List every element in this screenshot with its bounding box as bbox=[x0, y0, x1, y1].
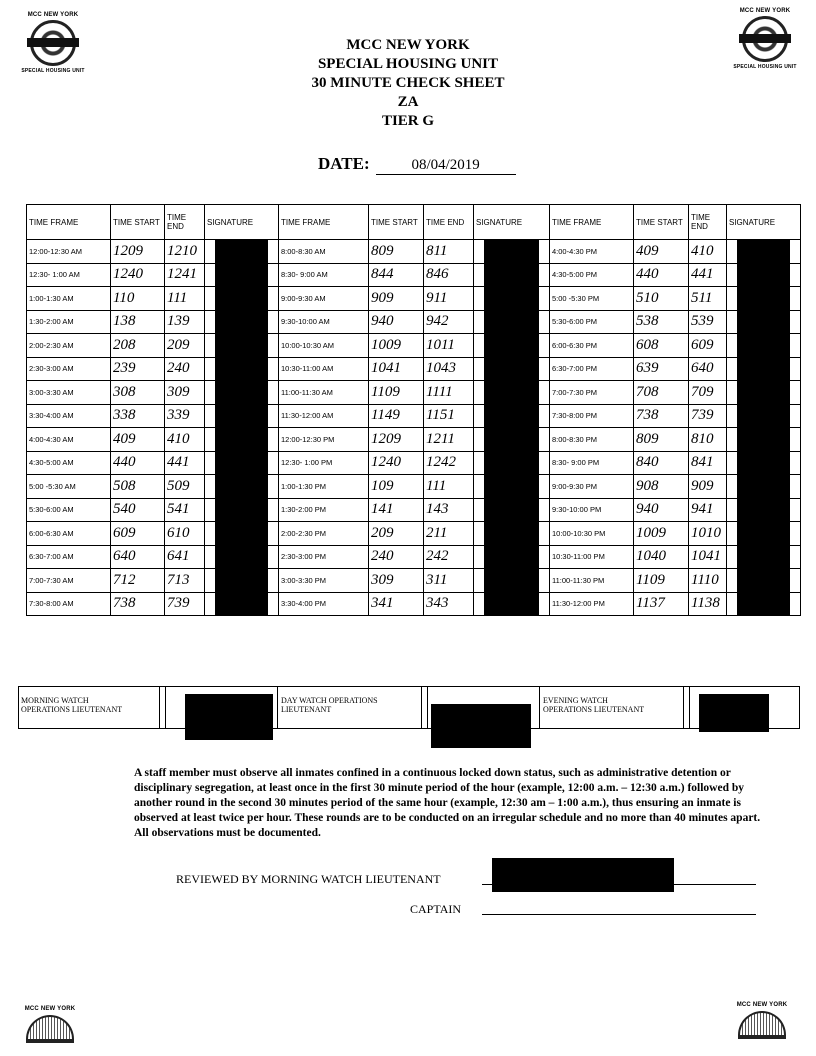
time-start-cell: 1109 bbox=[634, 569, 689, 593]
time-start-cell: 110 bbox=[111, 287, 165, 311]
time-start-cell: 1009 bbox=[634, 522, 689, 546]
time-end-cell: 641 bbox=[165, 545, 205, 569]
time-end-cell: 942 bbox=[424, 310, 474, 334]
redacted-signature-cell bbox=[205, 451, 279, 475]
watch-signature-band bbox=[18, 686, 800, 729]
time-end-cell: 1241 bbox=[165, 263, 205, 287]
redacted-signature-cell bbox=[205, 357, 279, 381]
redacted-signature-cell bbox=[205, 310, 279, 334]
time-end-cell: 610 bbox=[165, 522, 205, 546]
time-end-cell: 1210 bbox=[165, 240, 205, 264]
time-end-cell: 242 bbox=[424, 545, 474, 569]
time-end-cell: 709 bbox=[689, 381, 727, 405]
time-frame-cell: 8:00-8:30 AM bbox=[279, 240, 369, 264]
time-end-cell: 240 bbox=[165, 357, 205, 381]
time-frame-cell: 10:30-11:00 PM bbox=[550, 545, 634, 569]
time-start-cell: 1137 bbox=[634, 592, 689, 616]
redacted-signature-cell bbox=[474, 498, 550, 522]
time-frame-cell: 11:30-12:00 PM bbox=[550, 592, 634, 616]
time-frame-cell: 1:30-2:00 AM bbox=[27, 310, 111, 334]
column-header: TIME END bbox=[165, 205, 205, 240]
time-end-cell: 111 bbox=[165, 287, 205, 311]
redacted-signature-cell bbox=[205, 498, 279, 522]
time-end-cell: 1211 bbox=[424, 428, 474, 452]
time-start-cell: 538 bbox=[634, 310, 689, 334]
redacted-signature-cell bbox=[727, 569, 801, 593]
time-frame-cell: 1:00-1:30 AM bbox=[27, 287, 111, 311]
time-end-cell: 841 bbox=[689, 451, 727, 475]
time-frame-cell: 6:00-6:30 AM bbox=[27, 522, 111, 546]
time-start-cell: 940 bbox=[634, 498, 689, 522]
time-start-cell: 908 bbox=[634, 475, 689, 499]
time-start-cell: 138 bbox=[111, 310, 165, 334]
logo-bottom-left bbox=[20, 1006, 80, 1043]
table-row bbox=[27, 475, 801, 499]
table-header-row bbox=[27, 205, 801, 240]
captain-line bbox=[482, 914, 756, 915]
time-end-cell: 713 bbox=[165, 569, 205, 593]
time-frame-cell: 10:30-11:00 AM bbox=[279, 357, 369, 381]
time-start-cell: 109 bbox=[369, 475, 424, 499]
time-start-cell: 409 bbox=[634, 240, 689, 264]
date-label: DATE: bbox=[318, 154, 370, 173]
morning-watch-label: MORNING WATCH OPERATIONS LIEUTENANT bbox=[21, 696, 123, 714]
table-row bbox=[27, 522, 801, 546]
time-start-cell: 1209 bbox=[369, 428, 424, 452]
redacted-signature-cell bbox=[205, 404, 279, 428]
column-header: TIME FRAME bbox=[279, 205, 369, 240]
time-start-cell: 1109 bbox=[369, 381, 424, 405]
logo-bottom-text: SPECIAL HOUSING UNIT bbox=[21, 68, 85, 74]
time-frame-cell: 1:30-2:00 PM bbox=[279, 498, 369, 522]
table-row bbox=[27, 263, 801, 287]
time-frame-cell: 8:30- 9:00 AM bbox=[279, 263, 369, 287]
date-value: 08/04/2019 bbox=[376, 157, 516, 175]
redacted-signature-cell bbox=[474, 334, 550, 358]
shu-seal-icon bbox=[26, 1015, 74, 1043]
logo-top-text: MCC NEW YORK bbox=[27, 12, 79, 18]
time-frame-cell: 3:00-3:30 PM bbox=[279, 569, 369, 593]
time-start-cell: 639 bbox=[634, 357, 689, 381]
time-end-cell: 739 bbox=[689, 404, 727, 428]
time-start-cell: 508 bbox=[111, 475, 165, 499]
redacted-signature-cell bbox=[205, 569, 279, 593]
redacted-signature-cell bbox=[727, 334, 801, 358]
time-frame-cell: 11:30-12:00 AM bbox=[279, 404, 369, 428]
column-header: TIME START bbox=[369, 205, 424, 240]
time-start-cell: 1149 bbox=[369, 404, 424, 428]
time-end-cell: 441 bbox=[165, 451, 205, 475]
time-end-cell: 1242 bbox=[424, 451, 474, 475]
redacted-signature-cell bbox=[727, 428, 801, 452]
redacted-signature-cell bbox=[474, 545, 550, 569]
time-frame-cell: 7:30-8:00 PM bbox=[550, 404, 634, 428]
column-header: TIME END bbox=[424, 205, 474, 240]
column-header: SIGNATURE bbox=[474, 205, 550, 240]
time-start-cell: 1240 bbox=[369, 451, 424, 475]
header-line-2: SPECIAL HOUSING UNIT bbox=[317, 56, 499, 72]
time-end-cell: 339 bbox=[165, 404, 205, 428]
time-end-cell: 143 bbox=[424, 498, 474, 522]
time-frame-cell: 6:30-7:00 AM bbox=[27, 545, 111, 569]
redacted-signature-cell bbox=[727, 404, 801, 428]
time-start-cell: 510 bbox=[634, 287, 689, 311]
time-start-cell: 909 bbox=[369, 287, 424, 311]
time-end-cell: 941 bbox=[689, 498, 727, 522]
time-end-cell: 1110 bbox=[689, 569, 727, 593]
redacted-signature-cell bbox=[205, 240, 279, 264]
time-end-cell: 739 bbox=[165, 592, 205, 616]
time-frame-cell: 11:00-11:30 PM bbox=[550, 569, 634, 593]
time-start-cell: 609 bbox=[111, 522, 165, 546]
check-table bbox=[26, 204, 801, 616]
time-end-cell: 1151 bbox=[424, 404, 474, 428]
time-start-cell: 844 bbox=[369, 263, 424, 287]
logo-bottom-text: SPECIAL HOUSING UNIT bbox=[733, 64, 797, 70]
table-row bbox=[27, 404, 801, 428]
redacted-signature-cell bbox=[474, 428, 550, 452]
column-header: TIME FRAME bbox=[27, 205, 111, 240]
logo-top-text: MCC NEW YORK bbox=[24, 1006, 76, 1012]
time-start-cell: 309 bbox=[369, 569, 424, 593]
time-frame-cell: 5:30-6:00 PM bbox=[550, 310, 634, 334]
time-end-cell: 509 bbox=[165, 475, 205, 499]
redacted-signature-cell bbox=[727, 451, 801, 475]
time-frame-cell: 2:30-3:00 PM bbox=[279, 545, 369, 569]
time-frame-cell: 7:00-7:30 PM bbox=[550, 381, 634, 405]
captain-label: CAPTAIN bbox=[410, 902, 462, 916]
time-start-cell: 409 bbox=[111, 428, 165, 452]
time-start-cell: 239 bbox=[111, 357, 165, 381]
time-start-cell: 1209 bbox=[111, 240, 165, 264]
reviewed-by-label: REVIEWED BY MORNING WATCH LIEUTENANT bbox=[176, 872, 441, 886]
redacted-signature-cell bbox=[474, 240, 550, 264]
redacted-signature-cell bbox=[727, 287, 801, 311]
time-frame-cell: 4:30-5:00 PM bbox=[550, 263, 634, 287]
time-start-cell: 338 bbox=[111, 404, 165, 428]
redacted-signature-cell bbox=[474, 404, 550, 428]
redacted-signature-cell bbox=[474, 475, 550, 499]
redacted-signature bbox=[431, 704, 531, 748]
redacted-signature-cell bbox=[205, 592, 279, 616]
redacted-signature-cell bbox=[727, 357, 801, 381]
column-header: TIME FRAME bbox=[550, 205, 634, 240]
instruction-note: A staff member must observe all inmates confined in a continuous locked down status, such as administrative detention or disciplinary segregation, at least once in the first 30 minute period of the hour (example, 12:00 a.m. – 12:30 a.m.) followed by another round in the second 30 minutes period of the same hour (example, 12:30 am – 1:00 a.m.), thus ensuring an inmate is observed at least twice per hour. These rounds are to be conducted on an irregular schedule and no more than 40 minutes apart. All observations must be documented. bbox=[134, 767, 761, 839]
time-start-cell: 1040 bbox=[634, 545, 689, 569]
time-end-cell: 309 bbox=[165, 381, 205, 405]
table-row bbox=[27, 240, 801, 264]
redacted-signature-cell bbox=[205, 428, 279, 452]
time-end-cell: 1111 bbox=[424, 381, 474, 405]
time-end-cell: 811 bbox=[424, 240, 474, 264]
redacted-signature bbox=[185, 694, 273, 740]
time-start-cell: 640 bbox=[111, 545, 165, 569]
redacted-signature-cell bbox=[474, 357, 550, 381]
evening-watch-label: EVENING WATCH OPERATIONS LIEUTENANT bbox=[543, 696, 645, 714]
time-end-cell: 410 bbox=[165, 428, 205, 452]
redacted-signature-cell bbox=[474, 381, 550, 405]
time-frame-cell: 3:00-3:30 AM bbox=[27, 381, 111, 405]
time-end-cell: 810 bbox=[689, 428, 727, 452]
redacted-signature-cell bbox=[727, 381, 801, 405]
time-end-cell: 609 bbox=[689, 334, 727, 358]
time-start-cell: 809 bbox=[634, 428, 689, 452]
table-row bbox=[27, 310, 801, 334]
redacted-signature-cell bbox=[727, 263, 801, 287]
time-frame-cell: 8:30- 9:00 PM bbox=[550, 451, 634, 475]
time-start-cell: 209 bbox=[369, 522, 424, 546]
time-start-cell: 440 bbox=[111, 451, 165, 475]
time-frame-cell: 3:30-4:00 PM bbox=[279, 592, 369, 616]
redacted-signature-cell bbox=[205, 263, 279, 287]
redacted-signature-cell bbox=[727, 592, 801, 616]
time-start-cell: 141 bbox=[369, 498, 424, 522]
time-frame-cell: 12:30- 1:00 AM bbox=[27, 263, 111, 287]
time-end-cell: 441 bbox=[689, 263, 727, 287]
column-header: TIME START bbox=[634, 205, 689, 240]
date-field bbox=[318, 154, 516, 175]
time-end-cell: 539 bbox=[689, 310, 727, 334]
time-end-cell: 111 bbox=[424, 475, 474, 499]
redacted-signature-cell bbox=[727, 240, 801, 264]
time-frame-cell: 7:00-7:30 AM bbox=[27, 569, 111, 593]
time-end-cell: 311 bbox=[424, 569, 474, 593]
time-end-cell: 640 bbox=[689, 357, 727, 381]
redacted-signature-cell bbox=[205, 522, 279, 546]
header-line-4: ZA bbox=[397, 94, 419, 110]
logo-bottom-right bbox=[730, 1002, 794, 1039]
column-header: SIGNATURE bbox=[727, 205, 801, 240]
table-row bbox=[27, 287, 801, 311]
redacted-signature-cell bbox=[474, 263, 550, 287]
redacted-signature-cell bbox=[727, 475, 801, 499]
redacted-signature-cell bbox=[474, 522, 550, 546]
time-end-cell: 410 bbox=[689, 240, 727, 264]
time-end-cell: 541 bbox=[165, 498, 205, 522]
time-frame-cell: 9:00-9:30 AM bbox=[279, 287, 369, 311]
time-frame-cell: 4:00-4:30 AM bbox=[27, 428, 111, 452]
column-header: TIME END bbox=[689, 205, 727, 240]
time-end-cell: 1010 bbox=[689, 522, 727, 546]
time-end-cell: 846 bbox=[424, 263, 474, 287]
redacted-signature-cell bbox=[474, 451, 550, 475]
time-frame-cell: 12:00-12:30 AM bbox=[27, 240, 111, 264]
table-row bbox=[27, 545, 801, 569]
time-end-cell: 211 bbox=[424, 522, 474, 546]
redacted-signature-cell bbox=[474, 287, 550, 311]
time-frame-cell: 5:30-6:00 AM bbox=[27, 498, 111, 522]
redacted-signature-cell bbox=[205, 381, 279, 405]
time-end-cell: 343 bbox=[424, 592, 474, 616]
day-watch-label: DAY WATCH OPERATIONS LIEUTENANT bbox=[281, 696, 378, 714]
table-row bbox=[27, 498, 801, 522]
time-start-cell: 1041 bbox=[369, 357, 424, 381]
table-row bbox=[27, 428, 801, 452]
time-start-cell: 240 bbox=[369, 545, 424, 569]
time-start-cell: 809 bbox=[369, 240, 424, 264]
time-start-cell: 308 bbox=[111, 381, 165, 405]
time-frame-cell: 12:30- 1:00 PM bbox=[279, 451, 369, 475]
time-frame-cell: 8:00-8:30 PM bbox=[550, 428, 634, 452]
time-end-cell: 1011 bbox=[424, 334, 474, 358]
table-row bbox=[27, 451, 801, 475]
time-frame-cell: 9:30-10:00 PM bbox=[550, 498, 634, 522]
time-frame-cell: 4:00-4:30 PM bbox=[550, 240, 634, 264]
time-start-cell: 208 bbox=[111, 334, 165, 358]
time-start-cell: 1009 bbox=[369, 334, 424, 358]
time-start-cell: 940 bbox=[369, 310, 424, 334]
time-frame-cell: 2:00-2:30 AM bbox=[27, 334, 111, 358]
redacted-signature-cell bbox=[727, 522, 801, 546]
table-row bbox=[27, 569, 801, 593]
time-frame-cell: 6:00-6:30 PM bbox=[550, 334, 634, 358]
redacted-signature bbox=[492, 858, 674, 892]
time-frame-cell: 2:00-2:30 PM bbox=[279, 522, 369, 546]
redacted-signature-cell bbox=[205, 475, 279, 499]
table-row bbox=[27, 592, 801, 616]
logo-top-text: MCC NEW YORK bbox=[736, 1002, 788, 1008]
time-frame-cell: 10:00-10:30 PM bbox=[550, 522, 634, 546]
redacted-signature-cell bbox=[727, 545, 801, 569]
table-row bbox=[27, 334, 801, 358]
redacted-signature-cell bbox=[474, 592, 550, 616]
time-start-cell: 440 bbox=[634, 263, 689, 287]
time-start-cell: 608 bbox=[634, 334, 689, 358]
time-end-cell: 209 bbox=[165, 334, 205, 358]
time-frame-cell: 12:00-12:30 PM bbox=[279, 428, 369, 452]
time-end-cell: 1138 bbox=[689, 592, 727, 616]
redacted-signature-cell bbox=[474, 310, 550, 334]
time-frame-cell: 6:30-7:00 PM bbox=[550, 357, 634, 381]
time-end-cell: 1041 bbox=[689, 545, 727, 569]
time-frame-cell: 3:30-4:00 AM bbox=[27, 404, 111, 428]
time-start-cell: 1240 bbox=[111, 263, 165, 287]
time-end-cell: 909 bbox=[689, 475, 727, 499]
time-start-cell: 708 bbox=[634, 381, 689, 405]
time-start-cell: 738 bbox=[634, 404, 689, 428]
time-start-cell: 540 bbox=[111, 498, 165, 522]
time-frame-cell: 9:00-9:30 PM bbox=[550, 475, 634, 499]
header-line-1: MCC NEW YORK bbox=[346, 37, 470, 53]
time-frame-cell: 2:30-3:00 AM bbox=[27, 357, 111, 381]
time-frame-cell: 5:00 -5:30 AM bbox=[27, 475, 111, 499]
time-frame-cell: 11:00-11:30 AM bbox=[279, 381, 369, 405]
time-start-cell: 840 bbox=[634, 451, 689, 475]
column-header: SIGNATURE bbox=[205, 205, 279, 240]
redacted-signature-cell bbox=[727, 310, 801, 334]
redacted-signature-cell bbox=[474, 569, 550, 593]
redacted-signature-cell bbox=[727, 498, 801, 522]
redacted-signature-cell bbox=[205, 287, 279, 311]
time-frame-cell: 5:00 -5:30 PM bbox=[550, 287, 634, 311]
header-line-5: TIER G bbox=[381, 113, 435, 129]
time-frame-cell: 4:30-5:00 AM bbox=[27, 451, 111, 475]
column-header: TIME START bbox=[111, 205, 165, 240]
time-end-cell: 1043 bbox=[424, 357, 474, 381]
sheet-header bbox=[0, 36, 816, 131]
time-end-cell: 911 bbox=[424, 287, 474, 311]
redacted-signature bbox=[699, 694, 769, 732]
time-start-cell: 712 bbox=[111, 569, 165, 593]
time-frame-cell: 1:00-1:30 PM bbox=[279, 475, 369, 499]
time-end-cell: 139 bbox=[165, 310, 205, 334]
redacted-signature-cell bbox=[205, 545, 279, 569]
time-frame-cell: 10:00-10:30 AM bbox=[279, 334, 369, 358]
header-line-3: 30 MINUTE CHECK SHEET bbox=[311, 75, 505, 91]
table-row bbox=[27, 357, 801, 381]
shu-seal-icon bbox=[738, 1011, 786, 1039]
logo-top-text: MCC NEW YORK bbox=[739, 8, 791, 14]
time-frame-cell: 7:30-8:00 AM bbox=[27, 592, 111, 616]
time-start-cell: 738 bbox=[111, 592, 165, 616]
time-start-cell: 341 bbox=[369, 592, 424, 616]
time-end-cell: 511 bbox=[689, 287, 727, 311]
redacted-signature-cell bbox=[205, 334, 279, 358]
table-row bbox=[27, 381, 801, 405]
time-frame-cell: 9:30-10:00 AM bbox=[279, 310, 369, 334]
